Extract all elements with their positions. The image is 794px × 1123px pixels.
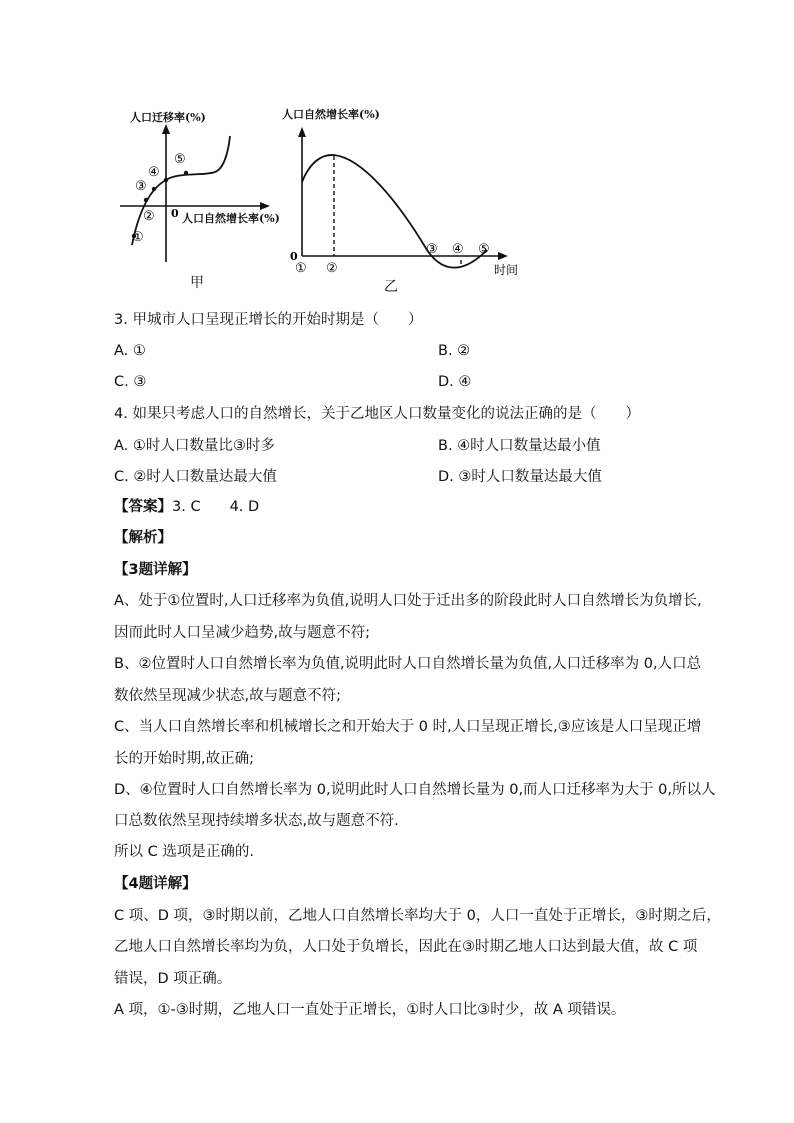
answer-line bbox=[114, 497, 259, 517]
yi-label-3: ③ bbox=[426, 242, 438, 257]
jia-point-2 bbox=[144, 198, 148, 202]
yi-label-2: ② bbox=[326, 261, 338, 276]
analysis-label: 【解析】 bbox=[114, 530, 172, 546]
answer-3: 3. C bbox=[172, 499, 201, 515]
yi-origin: 0 bbox=[290, 250, 298, 263]
detail-4-line: A 项，①-③时期，乙地人口一直处于正增长，①时人口比③时少，故 A 项错误。 bbox=[114, 1002, 626, 1018]
yi-y-arrow bbox=[298, 127, 306, 137]
detail-3-line: C、当人口自然增长率和机械增长之和开始大于 0 时,人口呈现正增长,③应该是人口呈现正增 bbox=[114, 719, 702, 735]
jia-label-3: ③ bbox=[135, 179, 147, 194]
detail-3-line: D、④位置时人口自然增长率为 0,说明此时人口自然增长量为 0,而人口迁移率为大于 0,所以人 bbox=[114, 782, 716, 798]
detail-3-line: 因而此时人口呈减少趋势,故与题意不符; bbox=[114, 625, 370, 641]
detail-3-line: A、处于①位置时,人口迁移率为负值,说明人口处于迁出多的阶段此时人口自然增长为负增长, bbox=[114, 593, 702, 609]
question-4-option-d[interactable]: D. ③时人口数量达最大值 bbox=[438, 469, 602, 485]
figure-jia-chart bbox=[110, 100, 290, 300]
jia-y-arrow bbox=[162, 124, 170, 134]
question-4-option-b[interactable]: B. ④时人口数量达最小值 bbox=[438, 438, 601, 454]
figure-yi bbox=[282, 100, 532, 300]
detail-4-line: C 项、D 项，③时期以前，乙地人口自然增长率均大于 0，人口一直处于正增长，③时期之后， bbox=[114, 908, 721, 924]
yi-x-axis-label: 时间 bbox=[494, 263, 519, 277]
jia-point-3 bbox=[152, 187, 156, 191]
jia-label-5: ⑤ bbox=[174, 152, 186, 167]
yi-label-5: ⑤ bbox=[478, 242, 490, 257]
detail-3-line: 口总数依然呈现持续增多状态,故与题意不符. bbox=[114, 813, 399, 829]
jia-x-arrow bbox=[260, 202, 270, 210]
detail-3-line: 数依然呈现减少状态,故与题意不符; bbox=[114, 688, 341, 704]
question-4-option-a[interactable]: A. ①时人口数量比③时多 bbox=[114, 438, 275, 454]
jia-caption: 甲 bbox=[190, 275, 204, 291]
figure-yi-chart bbox=[282, 100, 532, 300]
detail-4-heading: 【4题详解】 bbox=[114, 876, 197, 892]
detail-4-line: 乙地人口自然增长率均为负，人口处于负增长，因此在③时期乙地人口达到最大值，故 C 项 bbox=[114, 939, 698, 955]
jia-point-5 bbox=[184, 171, 188, 175]
detail-3-line: B、②位置时人口自然增长率为负值,说明此时人口自然增长量为负值,人口迁移率为 0,人口总 bbox=[114, 656, 702, 672]
question-3-option-c[interactable]: C. ③ bbox=[114, 374, 147, 390]
detail-3-line: 所以 C 选项是正确的. bbox=[114, 844, 254, 860]
question-3-option-b[interactable]: B. ② bbox=[438, 343, 471, 359]
jia-x-axis-label: 人口自然增长率(%) bbox=[182, 212, 280, 225]
jia-point-4 bbox=[164, 178, 168, 182]
detail-3-line: 长的开始时期,故正确; bbox=[114, 751, 254, 767]
answer-label: 【答案】 bbox=[114, 499, 172, 515]
yi-caption: 乙 bbox=[384, 279, 398, 295]
answer-4: 4. D bbox=[229, 499, 260, 515]
question-3-option-d[interactable]: D. ④ bbox=[438, 374, 472, 390]
yi-label-1: ① bbox=[295, 261, 307, 276]
question-3-stem: 3. 甲城市人口呈现正增长的开始时期是（ ） bbox=[114, 312, 423, 328]
question-4-stem: 4. 如果只考虑人口的自然增长，关于乙地区人口数量变化的说法正确的是（ ） bbox=[114, 406, 640, 422]
question-3-option-a[interactable]: A. ① bbox=[114, 343, 146, 359]
jia-label-1: ① bbox=[132, 230, 144, 245]
detail-4-line: 错误，D 项正确。 bbox=[114, 971, 232, 987]
jia-origin: 0 bbox=[171, 207, 179, 220]
jia-label-2: ② bbox=[143, 209, 155, 224]
yi-x-arrow bbox=[498, 252, 508, 260]
question-4-option-c[interactable]: C. ②时人口数量达最大值 bbox=[114, 469, 277, 485]
figure-jia bbox=[110, 100, 290, 300]
yi-y-axis-label: 人口自然增长率(%) bbox=[282, 108, 380, 121]
jia-label-4: ④ bbox=[148, 165, 160, 180]
jia-y-axis-label: 人口迁移率(%) bbox=[130, 111, 206, 124]
detail-3-heading: 【3题详解】 bbox=[114, 562, 197, 578]
yi-label-4: ④ bbox=[452, 242, 464, 257]
